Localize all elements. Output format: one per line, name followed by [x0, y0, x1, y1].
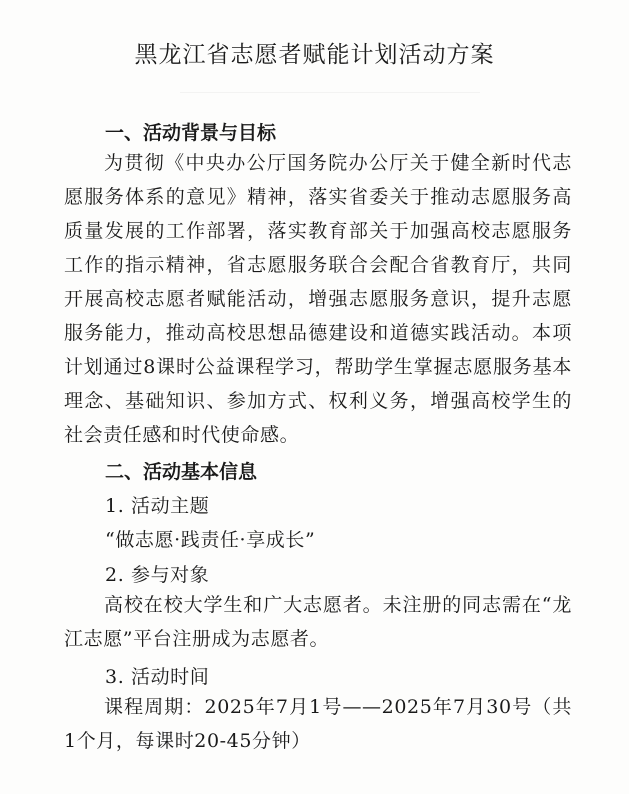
item-2-text: 高校在校大学生和广大志愿者。未注册的同志需在“龙江志愿”平台注册成为志愿者。 — [64, 594, 572, 650]
item-3-text: 课程周期：2025年7月1号——2025年7月30号（共1个月，每课时20-45分钟） — [64, 696, 572, 752]
section-2-heading: 二、活动基本信息 — [105, 461, 258, 483]
section-1-heading: 一、活动背景与目标 — [105, 122, 277, 144]
item-1-label: 1. 活动主题 — [105, 495, 210, 517]
scan-artifact — [180, 92, 480, 93]
document-title: 黑龙江省志愿者赋能计划活动方案 — [134, 42, 495, 68]
item-1-text: “做志愿·践责任·享成长” — [105, 529, 316, 551]
item-2-label: 2. 参与对象 — [105, 564, 210, 586]
item-3-label: 3. 活动时间 — [105, 666, 210, 688]
section-1-paragraph: 为贯彻《中央办公厅国务院办公厅关于健全新时代志愿服务体系的意见》精神，落实省委关于推动志愿服务高质量发展的工作部署，落实教育部关于加强高校志愿服务工作的指示精神，省志愿服务联合会配合省教育厅，共同开展高校志愿者赋能活动，增强志愿服务意识，提升志愿服务能力，推动高校思想品德建设和道德实践活动。本项计划通过8课时公益课程学习，帮助学生掌握志愿服务基本理念、基础知识、参加方式、权利义务，增强高校学生的社会责任感和时代使命感。 — [64, 152, 572, 446]
